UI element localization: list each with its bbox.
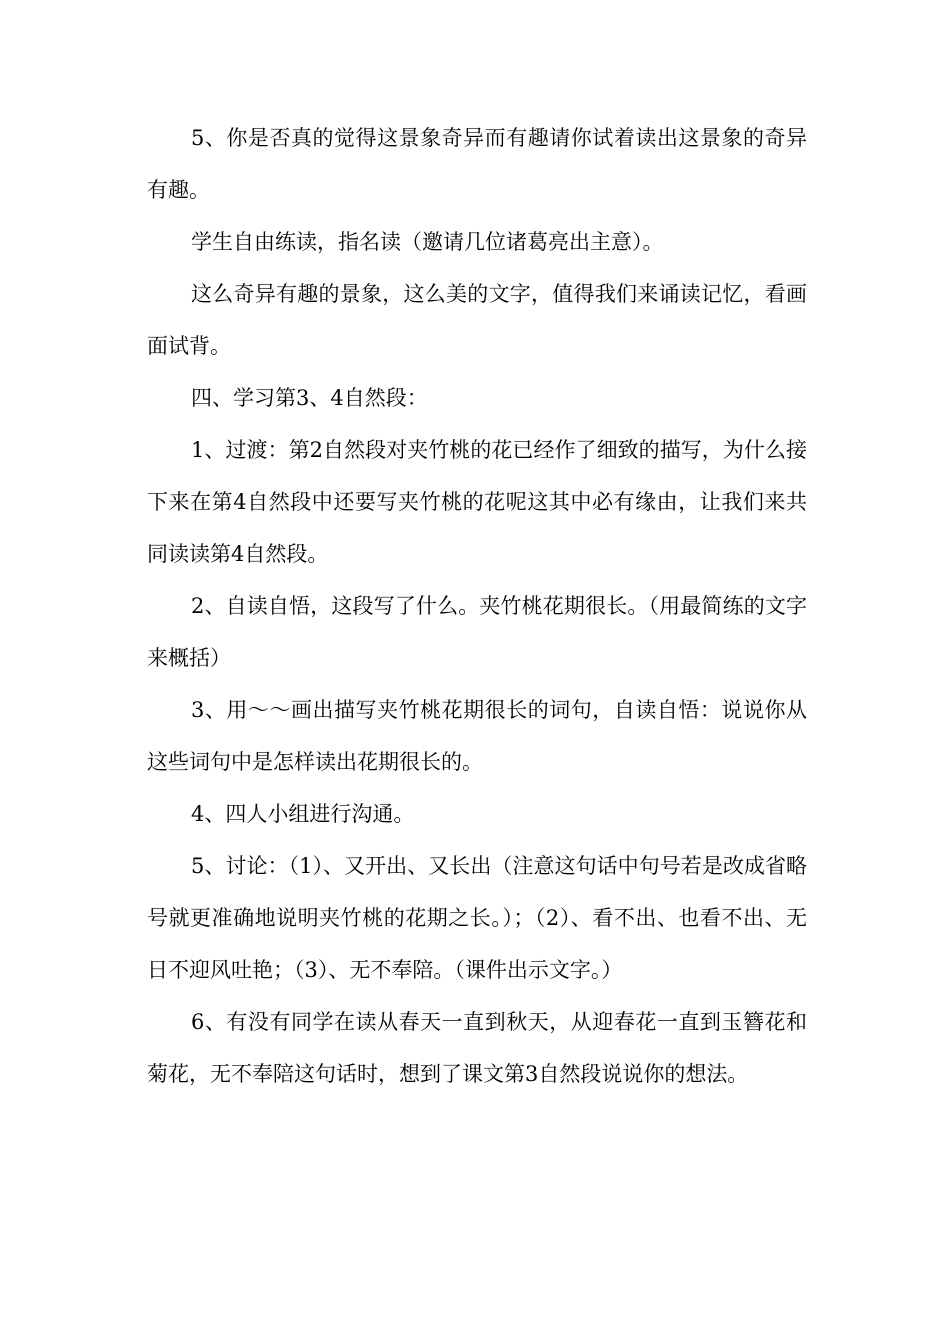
paragraph-7: 3、用～～画出描写夹竹桃花期很长的词句，自读自悟：说说你从这些词句中是怎样读出花期很长的。 — [147, 698, 807, 774]
paragraph-8: 4、四人小组进行沟通。 — [191, 802, 415, 826]
section-heading: 四、学习第3、4自然段： — [191, 386, 428, 410]
paragraph-10: 6、有没有同学在读从春天一直到秋天，从迎春花一直到玉簪花和菊花，无不奉陪这句话时，想到了课文第3自然段说说你的想法。 — [147, 1010, 807, 1086]
paragraph-3: 这么奇异有趣的景象，这么美的文字，值得我们来诵读记忆，看画面试背。 — [147, 282, 807, 358]
paragraph-1: 5、你是否真的觉得这景象奇异而有趣请你试着读出这景象的奇异有趣。 — [147, 126, 807, 202]
document-body — [147, 112, 807, 1100]
paragraph-6: 2、自读自悟，这段写了什么。夹竹桃花期很长。（用最简练的文字来概括） — [147, 594, 807, 670]
paragraph-5: 1、过渡：第2自然段对夹竹桃的花已经作了细致的描写，为什么接下来在第4自然段中还要写夹竹桃的花呢这其中必有缘由，让我们来共同读读第4自然段。 — [147, 438, 807, 566]
paragraph-2: 学生自由练读，指名读（邀请几位诸葛亮出主意）。 — [191, 230, 664, 254]
paragraph-9: 5、讨论：（1）、又开出、又长出（注意这句话中句号若是改成省略号就更准确地说明夹竹桃的花期之长。）；（2）、看不出、也看不出、无日不迎风吐艳；（3）、无不奉陪。（课件出示文字。） — [147, 854, 807, 982]
